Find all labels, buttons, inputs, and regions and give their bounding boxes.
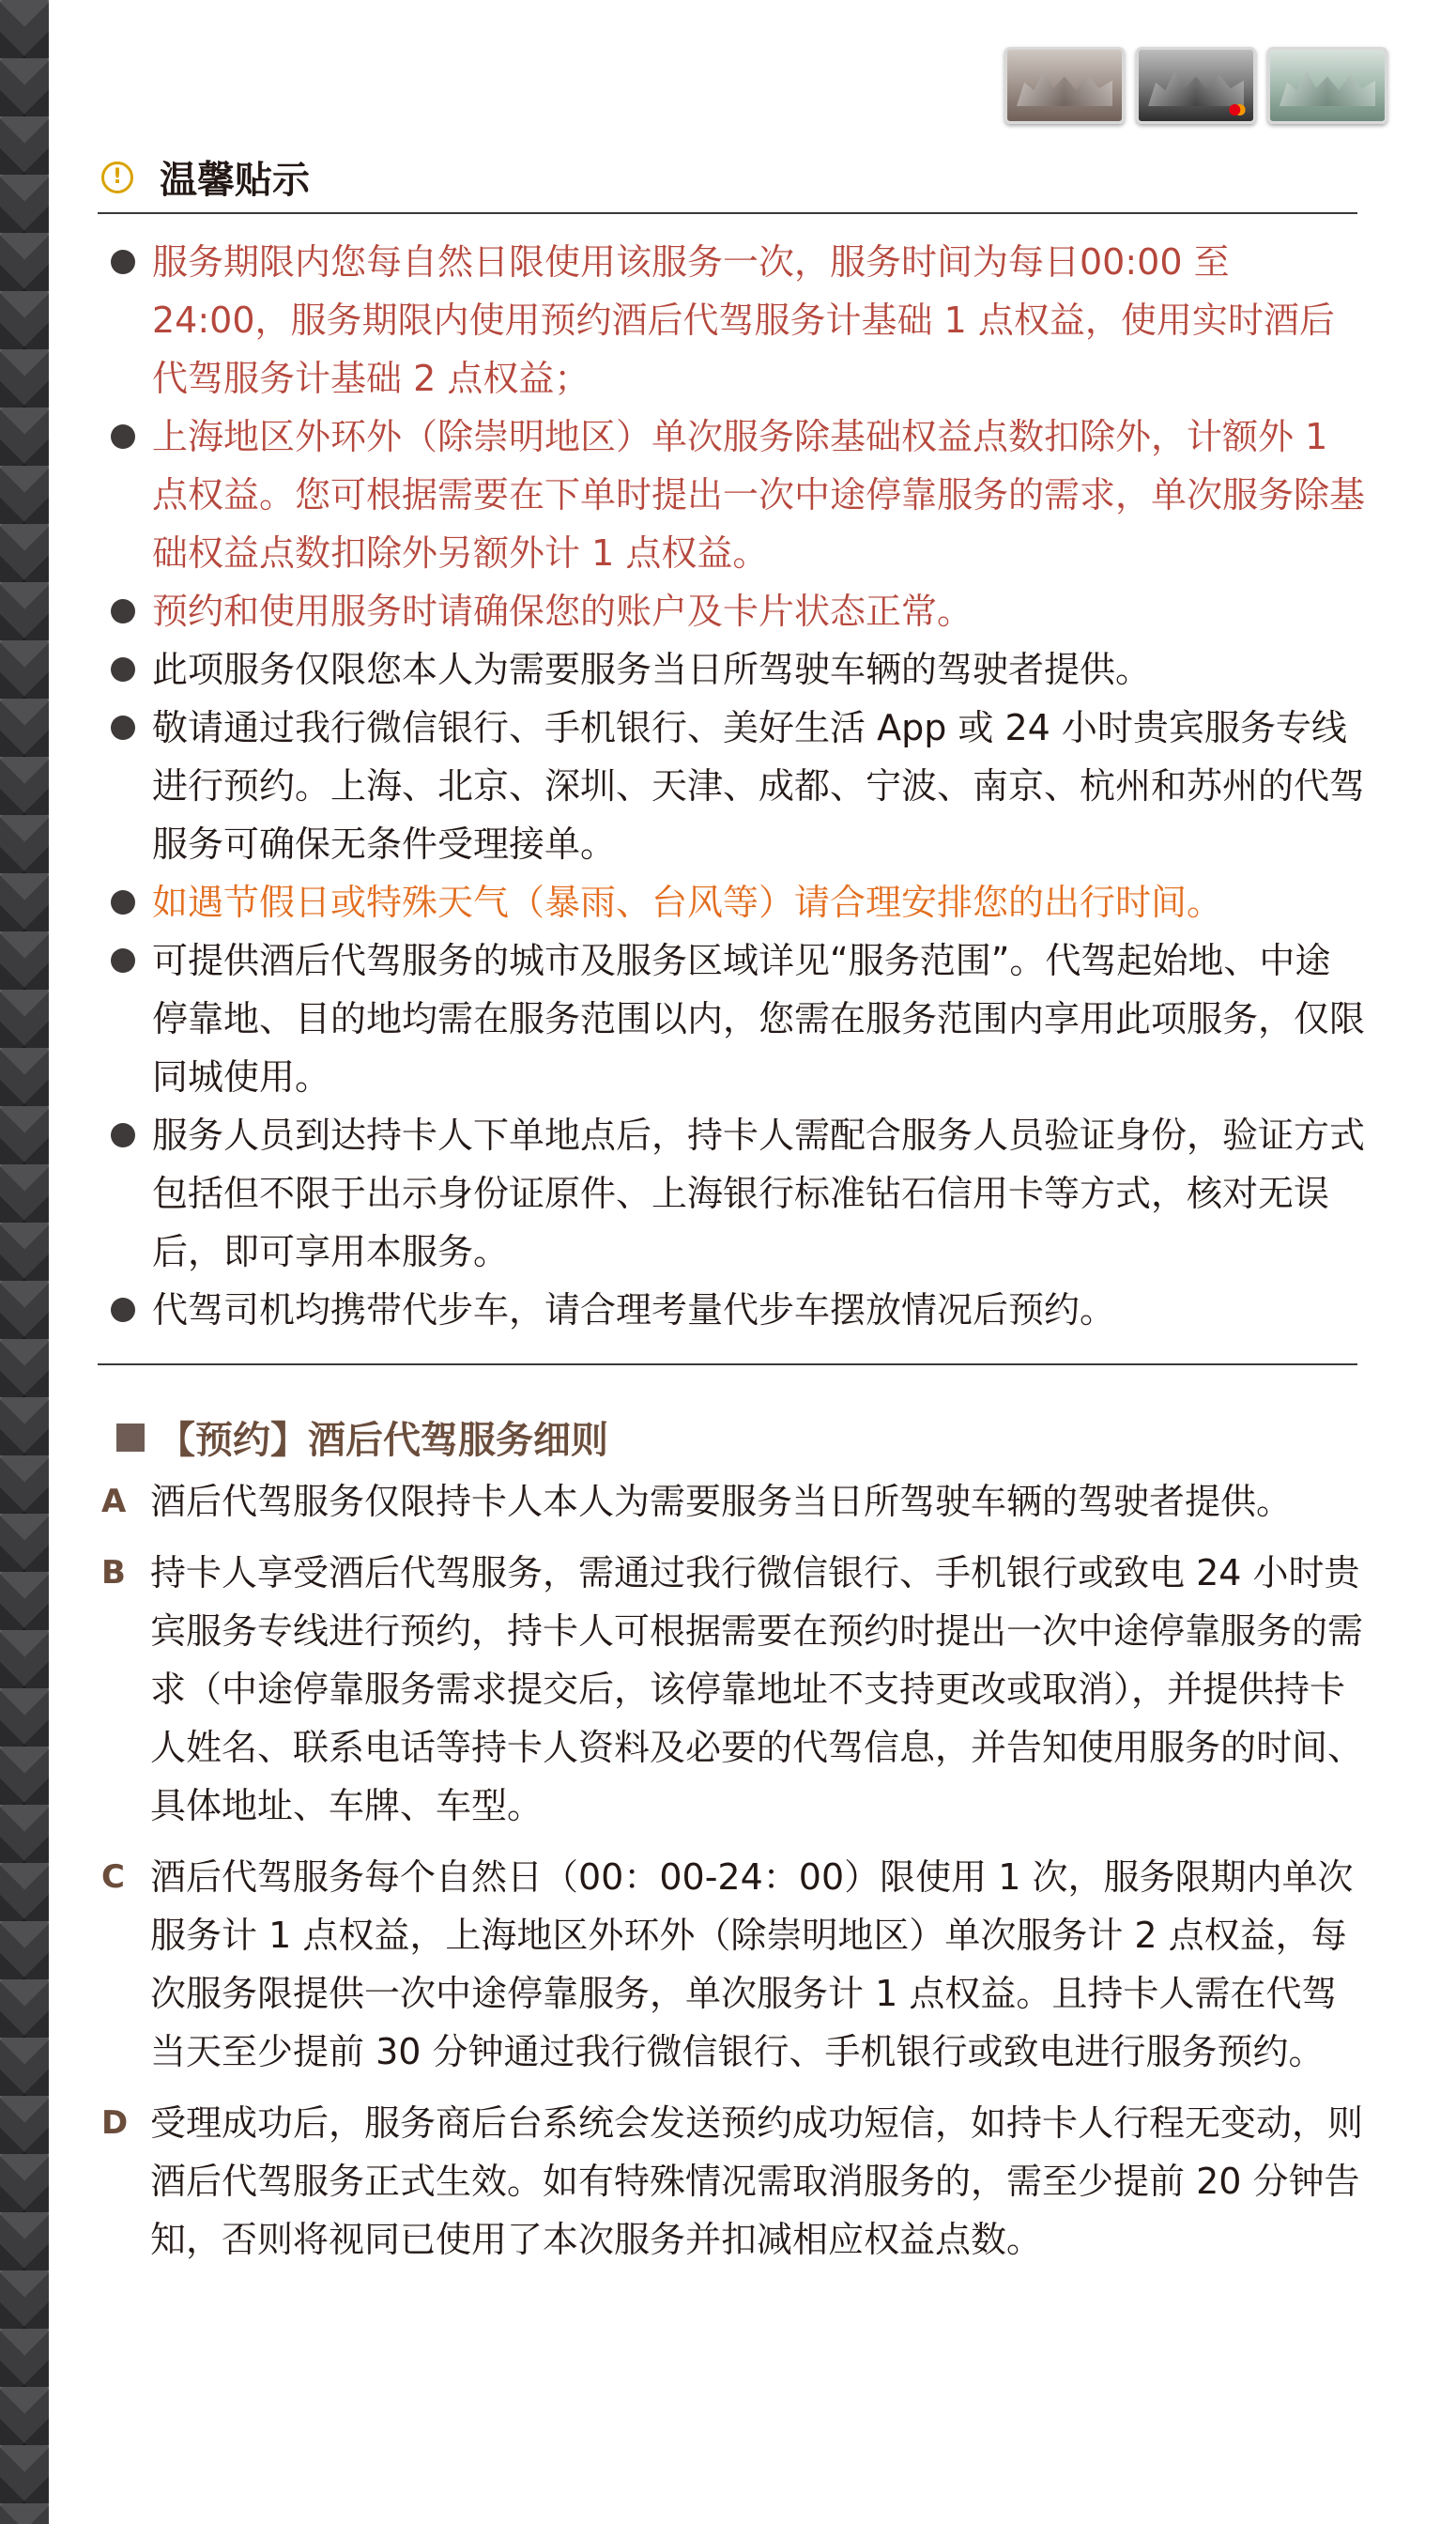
rule-item [98,1848,1365,2081]
rule-item [98,1544,1365,1835]
card-image-1 [1004,47,1125,124]
rule-item [98,1472,1365,1531]
tip-item [107,931,1365,1106]
exclamation-circle-icon: ! [101,162,133,193]
card-image-2 [1136,47,1256,124]
rule-text: 受理成功后，服务商后台系统会发送预约成功短信，如持卡人行程无变动，则酒后代驾服务正式生效。如有特殊情况需取消服务的，需至少提前 20 分钟告知，否则将视同已使用了本次服务并扣减相应权益点数。 [150,2102,1364,2260]
rule-letter: A [101,1483,127,1520]
tip-item [107,1281,1365,1339]
bullet-dot-icon [111,1123,135,1147]
tips-list [107,233,1365,1339]
square-bullet-icon [116,1424,145,1452]
divider-bottom [98,1363,1357,1365]
tip-item [107,699,1365,873]
tip-text: 此项服务仅限您本人为需要服务当日所驾驶车辆的驾驶者提供。 [152,649,1152,690]
bullet-dot-icon [111,890,135,915]
bullet-dot-icon [111,716,135,740]
tip-text: 服务人员到达持卡人下单地点后，持卡人需配合服务人员验证身份，验证方式包括但不限于出示身份证原件、上海银行标准钻石信用卡等方式，核对无误后，即可享用本服务。 [152,1115,1366,1272]
tip-item [107,408,1365,582]
tip-item [107,640,1365,699]
bullet-dot-icon [111,424,135,449]
tip-text: 服务期限内您每自然日限使用该服务一次，服务时间为每日00:00 至 24:00，服务期限内使用预约酒后代驾服务计基础 1 点权益，使用实时酒后代驾服务计基础 2 点权益； [152,241,1335,399]
tip-text: 如遇节假日或特殊天气（暴雨、台风等）请合理安排您的出行时间。 [152,882,1223,923]
bullet-dot-icon [111,599,135,623]
tip-text: 代驾司机均携带代步车，请合理考量代步车摆放情况后预约。 [152,1289,1116,1331]
tips-header [101,150,310,204]
rule-item [98,2094,1365,2269]
rules-list [98,1472,1365,2282]
rule-text: 酒后代驾服务每个自然日（00：00-24：00）限使用 1 次，服务限期内单次服务计 1 点权益，上海地区外环外（除崇明地区）单次服务计 2 点权益，每次服务限提供一次中途停靠服务，单次服务计 1 点权益。且持卡人需在代驾当天至少提前 30 分钟通过我行微信银行、手机银行或致电进行服务预约。 [150,1856,1354,2072]
rules-title: 【预约】酒后代驾服务细则 [158,1419,608,1462]
rule-letter: B [101,1554,126,1592]
rule-text: 持卡人享受酒后代驾服务，需通过我行微信银行、手机银行或致电 24 小时贵宾服务专线进行预约，持卡人可根据需要在预约时提出一次中途停靠服务的需求（中途停靠服务需求提交后，该停靠地址不支持更改或取消），并提供持卡人姓名、联系电话等持卡人资料及必要的代驾信息，并告知使用服务的时间、具体地址、车牌、车型。 [150,1552,1364,1826]
rule-letter: C [101,1858,125,1896]
tip-item [107,582,1365,640]
tip-item [107,1106,1365,1281]
rule-letter: D [101,2104,129,2142]
rules-header [116,1410,608,1464]
bullet-dot-icon [111,948,135,973]
tip-text: 敬请通过我行微信银行、手机银行、美好生活 App 或 24 小时贵宾服务专线进行预约。上海、北京、深圳、天津、成都、宁波、南京、杭州和苏州的代驾服务可确保无条件受理接单。 [152,707,1366,865]
tips-title: 温馨贴示 [160,159,310,202]
decorative-side-stripe [0,0,49,2524]
bullet-dot-icon [111,250,135,274]
card-image-3 [1267,47,1387,124]
tip-item [107,233,1365,408]
card-thumbnails [1004,47,1387,124]
divider-top [98,212,1357,214]
tip-text: 预约和使用服务时请确保您的账户及卡片状态正常。 [152,591,973,632]
bullet-dot-icon [111,1298,135,1322]
rule-text: 酒后代驾服务仅限持卡人本人为需要服务当日所驾驶车辆的驾驶者提供。 [150,1481,1293,1522]
tip-item [107,873,1365,931]
tip-text: 可提供酒后代驾服务的城市及服务区域详见“服务范围”。代驾起始地、中途停靠地、目的地均需在服务范围以内，您需在服务范围内享用此项服务，仅限同城使用。 [152,940,1366,1098]
tip-text: 上海地区外环外（除崇明地区）单次服务除基础权益点数扣除外，计额外 1 点权益。您可根据需要在下单时提出一次中途停靠服务的需求，单次服务除基础权益点数扣除外另额外计 1 点权益。 [152,416,1366,574]
bullet-dot-icon [111,657,135,682]
